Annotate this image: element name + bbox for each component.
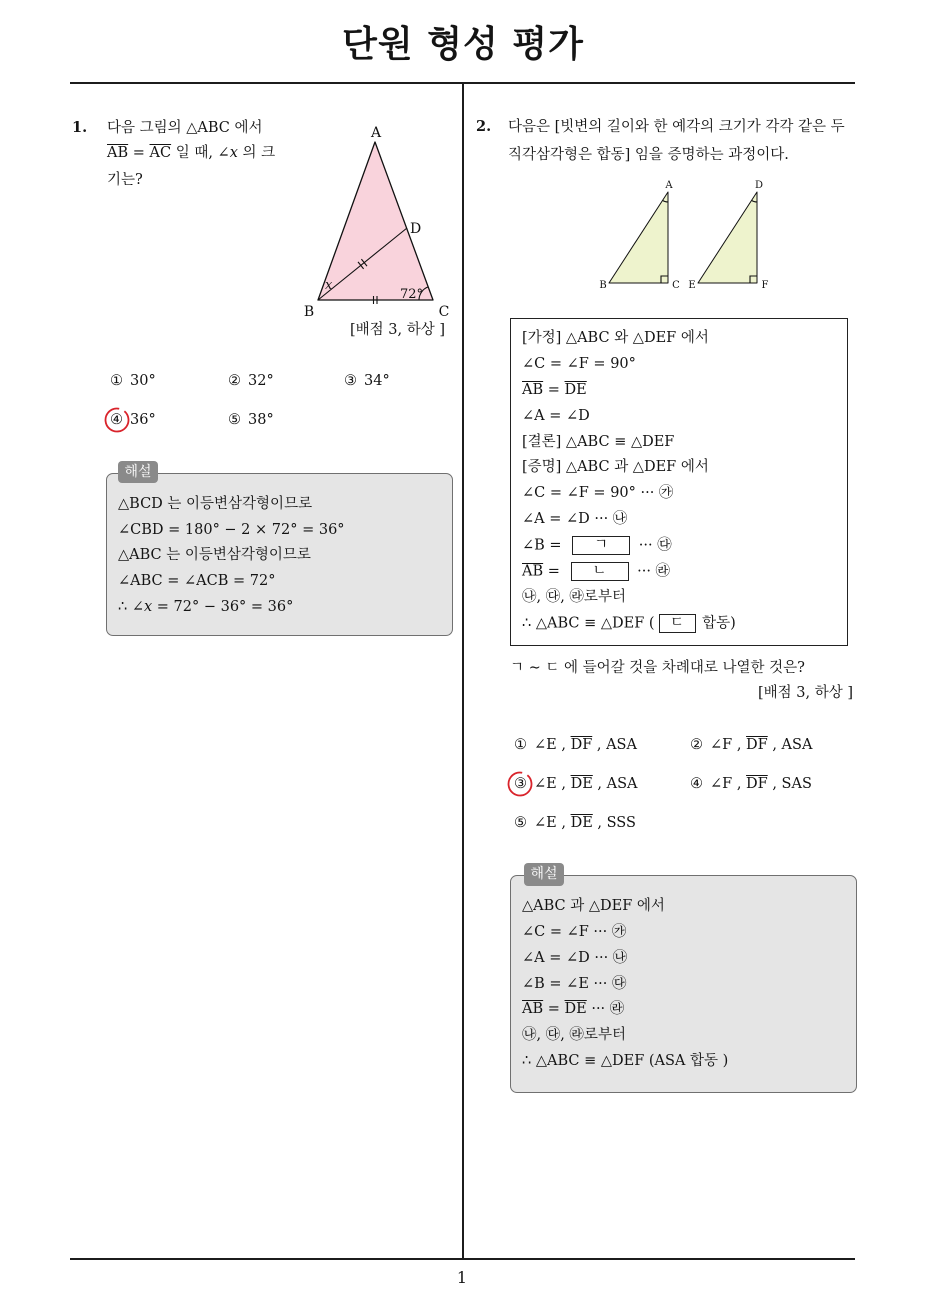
- segment-ab: $\overline{AB}$: [522, 563, 544, 580]
- choice-mark: ⑤: [228, 412, 241, 428]
- proof-line: ∠C = ∠F = 90°: [522, 356, 636, 372]
- choice-text: 32°: [248, 373, 274, 389]
- choice-5: [514, 814, 636, 832]
- proof-line: ∠A = ∠D: [522, 408, 590, 424]
- solution-line: [522, 1000, 624, 1018]
- choice-2: [228, 372, 274, 390]
- variable-x: x: [143, 599, 153, 615]
- solution-line: ∠CBD = 180° − 2 × 72° = 36°: [118, 522, 345, 538]
- choice-segment: $\overline{DE}$: [570, 776, 593, 792]
- answer-circle-mark: [103, 406, 131, 434]
- segment-ab: $\overline{AB}$: [522, 1001, 544, 1017]
- choice-text: 38°: [248, 412, 274, 428]
- equals-text: =: [128, 145, 150, 161]
- choice-mark: ⑤: [514, 815, 527, 831]
- blank-box-digeut: ㄷ: [659, 614, 696, 633]
- choice-text: 30°: [130, 373, 156, 389]
- proof-line: [522, 614, 736, 633]
- choice-mark: ②: [690, 737, 703, 753]
- solution-line: △ABC 는 이등변삼각형이므로: [118, 547, 311, 563]
- problem-2-stem-line-2: 직각삼각형은 합동] 임을 증명하는 과정이다.: [508, 147, 789, 163]
- choice-mark: ③: [344, 373, 357, 389]
- vertex-label-c: C: [438, 304, 450, 320]
- isosceles-triangle-figure: [290, 115, 465, 325]
- problem-1-stem-line-2: [107, 144, 275, 162]
- segment-de: $\overline{DE}$: [564, 382, 587, 398]
- red-circle: [101, 404, 133, 436]
- segment-ab: $\overline{AB}$: [522, 382, 544, 398]
- stem-text: 의 크: [237, 145, 276, 161]
- proof-line: [522, 562, 670, 581]
- choice-text: ∠F ,: [710, 776, 747, 792]
- choice-text: , SAS: [767, 776, 812, 792]
- proof-line: ∠C = ∠F = 90° ··· ㉮: [522, 485, 674, 501]
- vertex-label-b: B: [599, 280, 607, 291]
- choice-1: [514, 736, 637, 754]
- vertex-label-d: D: [410, 221, 422, 237]
- solution-line: ∠ABC = ∠ACB = 72°: [118, 573, 276, 589]
- choice-mark: ③: [514, 776, 527, 792]
- triangle-def: [698, 192, 757, 283]
- solution-text: ··· ㉱: [586, 1001, 625, 1017]
- solution-line: ∠B = ∠E ··· ㉰: [522, 976, 627, 992]
- choice-5: [228, 411, 274, 429]
- blank-box-nieun: ㄴ: [571, 562, 629, 581]
- choice-text: ∠E ,: [534, 815, 571, 831]
- proof-line: [522, 536, 672, 555]
- answer-circle-mark: [506, 770, 534, 798]
- solution-line: ㉯, ㉰, ㉱로부터: [522, 1027, 626, 1043]
- problem-1-stem-line-1: 다음 그림의 △ABC 에서: [107, 120, 263, 136]
- page-title: 단원 형성 평가: [342, 24, 584, 65]
- solution-text: = 72° − 36° = 36°: [152, 599, 294, 615]
- problem-1-number: 1.: [72, 119, 88, 136]
- problem-2-score: [배점 3, 하상 ]: [757, 685, 853, 701]
- choice-mark: ④: [110, 412, 123, 428]
- proof-line: ㉯, ㉰, ㉱로부터: [522, 589, 626, 605]
- proof-heading: [증명] △ABC 과 △DEF 에서: [522, 459, 709, 475]
- choice-mark: ④: [690, 776, 703, 792]
- solution-line: △BCD 는 이등변삼각형이므로: [118, 496, 313, 512]
- equals-text: =: [543, 563, 565, 580]
- proof-conclusion: [결론] △ABC ≡ △DEF: [522, 434, 675, 450]
- equals-text: =: [543, 382, 565, 398]
- bottom-rule: [70, 1258, 855, 1260]
- triangle-abc: [609, 192, 668, 283]
- vertex-label-a: A: [370, 125, 382, 141]
- angle-72-label: 72°: [400, 287, 424, 302]
- proof-line: ∠A = ∠D ··· ㉯: [522, 511, 628, 527]
- stem-text: 일 때, ∠: [171, 145, 230, 161]
- choice-text: , ASA: [592, 776, 638, 792]
- angle-x-label: x: [325, 278, 333, 293]
- problem-1-score: [배점 3, 하상 ]: [350, 322, 446, 338]
- segment-ac: $\overline{AC}$: [149, 145, 172, 161]
- choice-segment: $\overline{DF}$: [746, 737, 768, 753]
- solution-line: ∠A = ∠D ··· ㉯: [522, 950, 628, 966]
- choice-segment: $\overline{DF}$: [570, 737, 593, 753]
- solution-line: [118, 598, 293, 616]
- page-number: 1: [456, 1268, 468, 1287]
- problem-2-question: ㄱ ∼ ㄷ 에 들어갈 것을 차례대로 나열한 것은?: [510, 660, 805, 676]
- segment-de: $\overline{DE}$: [564, 1001, 587, 1017]
- problem-1-stem-line-3: 기는?: [107, 172, 143, 188]
- vertex-label-f: F: [761, 280, 769, 291]
- choice-2: [690, 736, 812, 754]
- solution-text: ∴ ∠: [118, 599, 144, 615]
- red-circle: [504, 768, 536, 800]
- choice-segment: $\overline{DF}$: [746, 776, 768, 792]
- blank-box-giyeok: ㄱ: [572, 536, 630, 555]
- proof-line: [522, 381, 587, 399]
- segment-ab: $\overline{AB}$: [107, 145, 129, 161]
- vertex-label-c: C: [672, 280, 680, 291]
- choice-3: [344, 372, 390, 390]
- choice-text: , ASA: [767, 737, 813, 753]
- variable-x: x: [229, 145, 238, 161]
- equals-text: =: [543, 1001, 565, 1017]
- choice-text: , ASA: [592, 737, 637, 753]
- solution-line: △ABC 과 △DEF 에서: [522, 898, 665, 914]
- right-triangles-figure: [590, 175, 775, 295]
- choice-text: 36°: [130, 412, 156, 428]
- proof-text: ··· ㉰: [634, 537, 672, 554]
- solution-tag: 해설: [524, 863, 564, 886]
- problem-2-stem-line-1: 다음은 [빗변의 길이와 한 예각의 크기가 각각 같은 두: [508, 119, 845, 135]
- choice-mark: ①: [514, 737, 527, 753]
- vertex-label-e: E: [688, 280, 696, 291]
- choice-text: ∠E ,: [534, 737, 571, 753]
- choice-text: ∠E ,: [534, 776, 571, 792]
- choice-mark: ②: [228, 373, 241, 389]
- vertex-label-b: B: [303, 304, 315, 320]
- choice-4: [690, 775, 812, 793]
- proof-hypothesis: [가정] △ABC 와 △DEF 에서: [522, 330, 709, 346]
- solution-tag: 해설: [118, 461, 158, 483]
- choice-segment: $\overline{DE}$: [570, 815, 593, 831]
- vertex-label-d: D: [754, 180, 764, 191]
- solution-line: ∠C = ∠F ··· ㉮: [522, 924, 627, 940]
- choice-text: 34°: [364, 373, 390, 389]
- choice-1: [110, 372, 156, 390]
- proof-text: ∴ △ABC ≡ △DEF (: [522, 615, 655, 632]
- vertex-label-a: A: [665, 180, 673, 191]
- choice-text: , SSS: [592, 815, 636, 831]
- choice-mark: ①: [110, 373, 123, 389]
- proof-text: ··· ㉱: [632, 563, 671, 580]
- solution-line: ∴ △ABC ≡ △DEF (ASA 합동 ): [522, 1053, 729, 1069]
- proof-text: 합동): [697, 615, 736, 632]
- problem-2-number: 2.: [476, 118, 492, 135]
- choice-text: ∠F ,: [710, 737, 747, 753]
- proof-text: ∠B =: [522, 537, 567, 554]
